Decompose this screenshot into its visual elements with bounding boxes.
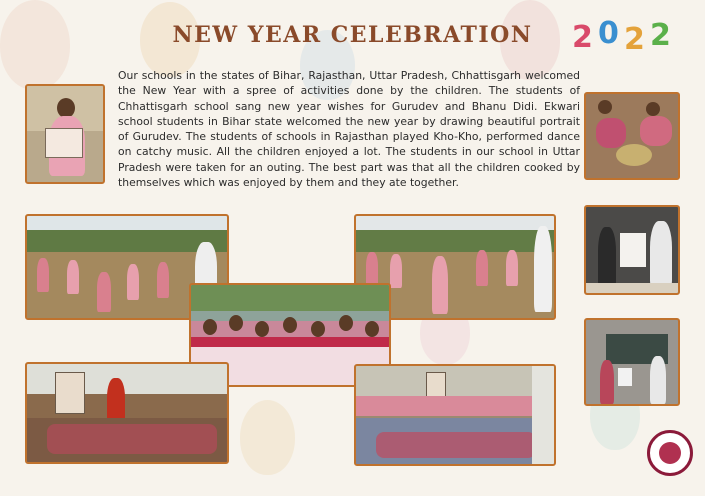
photo-teachers-with-drawing	[584, 205, 680, 295]
photo-portrait-gathering-left	[25, 362, 229, 464]
background-balloon	[240, 400, 295, 475]
page-title: NEW YEAR CELEBRATION	[172, 22, 533, 48]
description-paragraph: Our schools in the states of Bihar, Rajasthan, Uttar Pradesh, Chhattisgarh welcomed the New Year with a spree of activities done by the children. The students of Chhattisgarh school sang new year wishes for Gurudev and Bhanu Didi. Ekwari school students in Bihar state welcomed the new year by drawing beautiful portrait of Gurudev. The students of schools in Rajasthan played Kho-Kho, performed dance on catchy music. All the children enjoyed a lot. The students in our school in Uttar Pradesh were taken for an outing. The best part was that all the children cooked by themselves which was enjoyed by them and they ate together.	[118, 69, 580, 190]
year-2022-graphic	[570, 14, 680, 62]
year-digit: 2	[572, 20, 593, 55]
year-digit: 2	[650, 18, 671, 53]
photo-classroom-teacher	[584, 318, 680, 406]
organization-logo	[647, 430, 693, 476]
photo-children-cooking	[584, 92, 680, 180]
year-digit: 0	[598, 16, 619, 51]
photo-girl-with-portrait	[25, 84, 105, 184]
photo-portrait-gathering-right	[354, 364, 556, 466]
year-digit: 2	[624, 22, 645, 57]
